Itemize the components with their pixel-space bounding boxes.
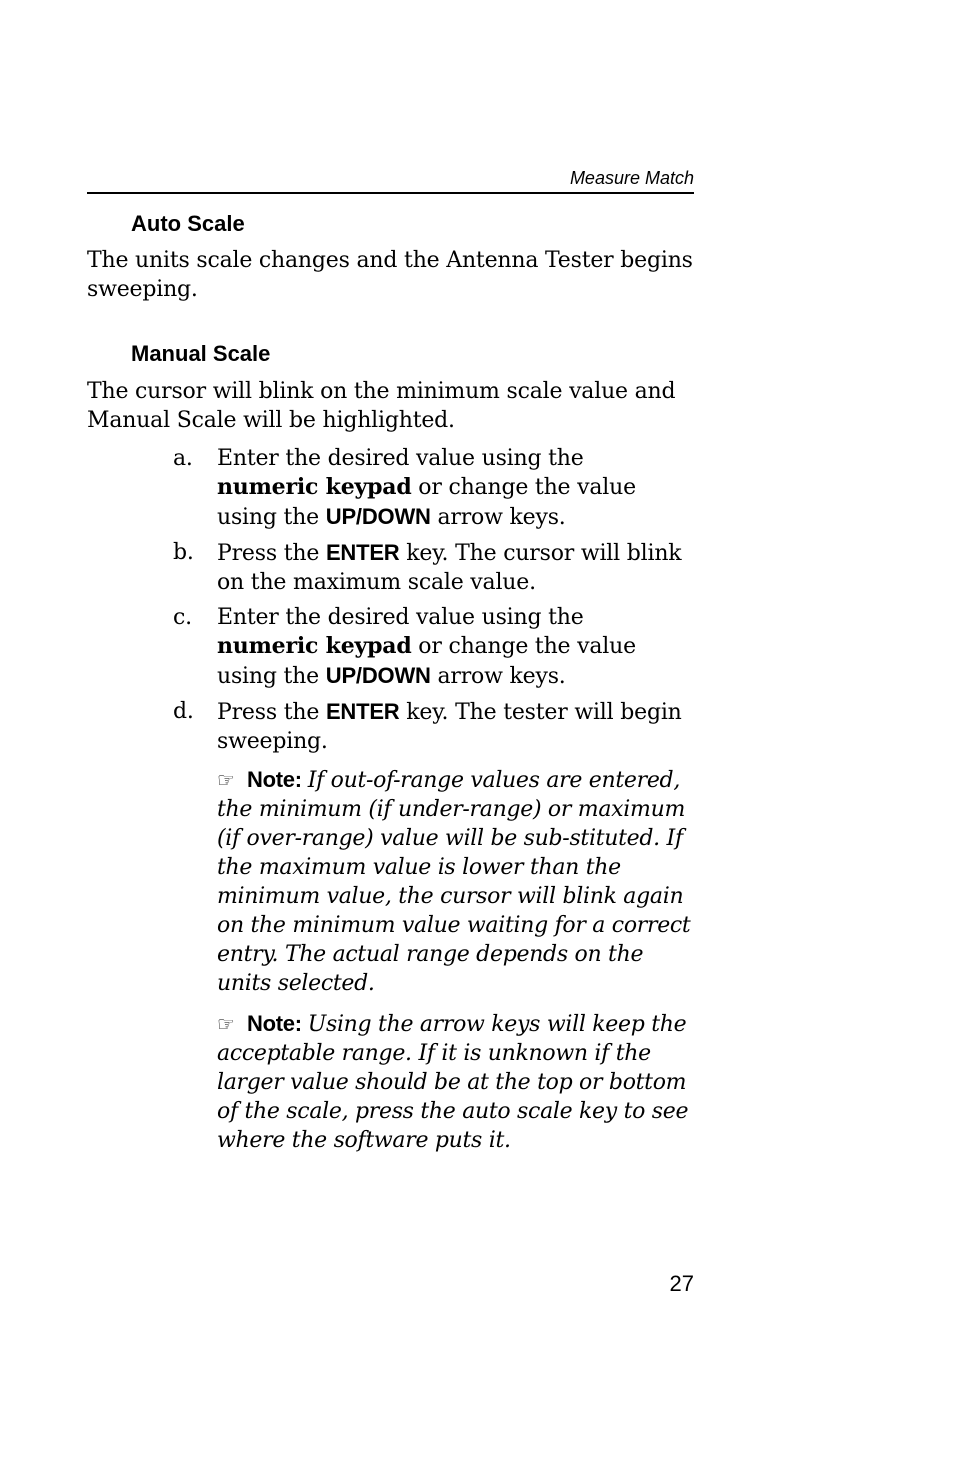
enter-key-label: ENTER bbox=[325, 699, 400, 724]
step-text-part: Enter the desired value using the bbox=[217, 605, 584, 630]
step-text-part: or change the value using the bbox=[217, 475, 636, 530]
step-text-part: Enter the desired value using the bbox=[217, 446, 584, 471]
step-text bbox=[217, 697, 697, 756]
pointing-hand-icon: ☞ bbox=[217, 768, 235, 792]
numeric-keypad-term: numeric keypad bbox=[217, 633, 412, 659]
up-down-key-label: UP/DOWN bbox=[325, 504, 431, 529]
manual-scale-heading: Manual Scale bbox=[131, 341, 271, 366]
note-label: Note: bbox=[247, 1011, 302, 1036]
step-letter: d. bbox=[173, 699, 194, 724]
auto-scale-body: The units scale changes and the Antenna Tester begins sweeping. bbox=[87, 248, 693, 302]
note-text: If out-of-range values are entered, the minimum (if under-range) or maximum (if over-range) value will be sub-stituted. If the maximum value is lower than the minimum value, the cursor will blink again on the minimum value waiting for a correct entry. The actual range depends on the units selected. bbox=[217, 768, 691, 996]
step-text-part: arrow keys. bbox=[430, 664, 566, 689]
page-number: 27 bbox=[669, 1271, 694, 1296]
step-letter: c. bbox=[173, 605, 192, 630]
step-text bbox=[217, 538, 697, 597]
step-text bbox=[217, 444, 697, 532]
step-letter: b. bbox=[173, 540, 194, 565]
step-text-part: arrow keys. bbox=[430, 505, 566, 530]
up-down-key-label: UP/DOWN bbox=[325, 663, 431, 688]
running-header bbox=[87, 166, 694, 194]
step-text-part: key. The cursor will blink on the maximum scale value. bbox=[217, 541, 682, 595]
numeric-keypad-term: numeric keypad bbox=[217, 474, 412, 500]
manual-scale-body: The cursor will blink on the minimum scale value and Manual Scale will be highlighted. bbox=[87, 379, 676, 433]
step-text-part: Press the bbox=[217, 700, 326, 725]
note-label: Note: bbox=[247, 767, 302, 792]
auto-scale-heading: Auto Scale bbox=[131, 211, 245, 236]
running-title: Measure Match bbox=[569, 168, 694, 188]
step-text-part: key. The tester will begin sweeping. bbox=[217, 700, 682, 754]
pointing-hand-icon: ☞ bbox=[217, 1012, 235, 1036]
step-letter: a. bbox=[173, 446, 193, 471]
enter-key-label: ENTER bbox=[325, 540, 400, 565]
note-arrow-keys bbox=[217, 1009, 697, 1155]
note-out-of-range bbox=[217, 765, 697, 998]
step-text-part: or change the value using the bbox=[217, 634, 636, 689]
step-text bbox=[217, 603, 697, 691]
step-text-part: Press the bbox=[217, 541, 326, 566]
note-text: Using the arrow keys will keep the acceptable range. If it is unknown if the larger value should be at the top or bottom of the scale, press the auto scale key to see where the software puts it. bbox=[217, 1012, 689, 1153]
